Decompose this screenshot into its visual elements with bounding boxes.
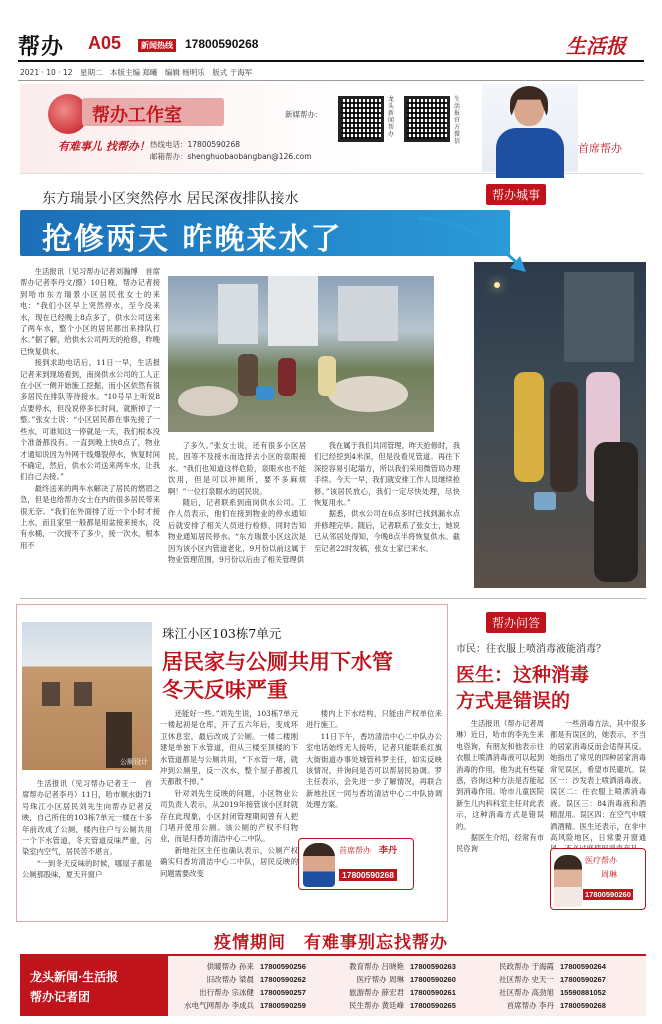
building — [564, 272, 634, 362]
contact-row — [174, 960, 644, 973]
rock — [178, 386, 238, 416]
contact-phone: 17800590265 — [410, 1001, 456, 1010]
paragraph: 随后，记者联系到南岗供水公司。工作人员表示，他们在接到物业的停水通知后就安排了相关人员进行检修，同时告知物业通知居民停水。“东方瑞景小区这次是因为该小区内管道老化，9月份以前这属于物业管理范围，9月份以后由了相关管理供 — [168, 498, 306, 565]
team-plate — [20, 956, 168, 1016]
article2-kicker: 珠江小区103栋7单元 — [162, 626, 282, 641]
brand-logo: 生活报 — [566, 34, 626, 58]
paragraph: 11日下午，香坊清洁中心二中队办公室电话始终无人接听，记者只能联系红旗大街街道办事处城管科罗主任，如实反映该情况，并询问是否可以帮居民协调。罗主任表示，会先进一步了解情况，再联合新地社区一同与香坊清洁中心二中队协调处理方案。 — [306, 731, 442, 810]
page-number: A05 — [88, 33, 122, 53]
editor-phone: 17800590260 — [585, 890, 631, 899]
contact-table — [174, 960, 644, 1012]
article3-col2 — [550, 718, 646, 842]
chief-editor-photo — [482, 84, 578, 172]
paragraph: 最终送来的两车水解决了居民的燃眉之急，但是也给帮办女士在内的很多居民带来很无奈。“我们在外面排了近一个小时才接上水，而且家里一般都是用盆接来接水，没有水桶，一次接不了多少，接一次水，根本用不 — [20, 483, 160, 550]
article1-col1 — [20, 266, 160, 588]
editor-label: 医疗帮办 — [585, 856, 617, 865]
article2-headline-line2: 冬天反味严重 — [162, 677, 288, 702]
resident — [550, 382, 578, 492]
section-name: 帮办 — [18, 34, 65, 60]
article3-tag: 帮办问答 — [486, 612, 546, 633]
contact-phone: 15590881052 — [560, 988, 606, 997]
article3-headline-line2: 方式是错误的 — [456, 690, 571, 712]
paragraph: “一到冬天反味的时候，哪屋子都是公厕那股味，夏天开窗户 — [22, 858, 152, 880]
resident — [594, 442, 638, 582]
editor-avatar — [554, 855, 582, 907]
hotline-text: 热线电话：17800590268 — [150, 140, 240, 149]
paragraph: 一些消毒方法，其中很多都是有误区的，她表示，不当的居家消毒反而会适得其反。她指出了常见的四种居家消毒常见误区，希望市民避坑。误区一：沙发表上喷洒消毒液。误区二：往衣服上喷洒消毒液。误区三：84消毒液和酒精混用。误区四：在空气中喷洒酒精。医生还表示，在非中高风险地区，日常要开窗通 — [550, 719, 646, 843]
follow-label: 新媒帮办： — [285, 110, 323, 119]
hotline-number: 17800590268 — [185, 37, 259, 51]
contact-role: 民政帮办 于海霞 — [499, 962, 554, 971]
team-name-1: 龙头新闻·生活报 — [30, 970, 119, 984]
editor-phone: 17800590268 — [339, 869, 397, 881]
paragraph: 生活报讯（见习帮办记者王一 首席帮办记者李丹）11日，哈市顺水街71号珠江小区居民刘先生向帮办记者反映，自己所住的103栋7单元一楼在十多年前改成了公厕，楼内住户与公厕共用一个下水管道，冬天管道反味严重，污染室内空气，居民苦不堪言。 — [22, 779, 152, 857]
contact-phone: 17800590268 — [560, 1001, 606, 1010]
contact-phone: 17800590264 — [560, 962, 606, 971]
qr-code-icon — [404, 96, 450, 142]
editor-avatar — [303, 843, 335, 887]
contact-role: 旧改帮办 梁晨 — [206, 975, 254, 984]
paragraph: 还能好一些。”刘先生说，103栋7单元一楼起初是仓库，开了五六年后，变成环卫休息室，最后改成了公厕。一楼二楼刚建是单独下水管道，但从三楼至顶楼的下水管道都是与公厕共用，“下水管一堵，就冲到公厕里，反一次水，整个屋子都被几天都散不掉。” — [160, 709, 298, 787]
contact-phone: 17800590259 — [260, 1001, 306, 1010]
contact-phone: 17800590256 — [260, 962, 306, 971]
qr-caption-1: 龙头新闻 帮办 — [388, 96, 395, 138]
contact-role: 社区帮办 高劲旭 — [499, 988, 554, 997]
repair-site-photo — [168, 276, 434, 432]
header-rule — [18, 60, 644, 62]
contact-role: 民生帮办 黄廷峰 — [349, 1001, 404, 1010]
editor-suit — [496, 128, 564, 178]
qr-code-icon — [338, 96, 384, 142]
editor-card — [298, 838, 414, 890]
contact-phone: 17800590260 — [410, 975, 456, 984]
editor-name: 李丹 — [379, 846, 398, 856]
bucket — [256, 386, 274, 400]
photo-caption: 公厕设计 — [120, 758, 148, 766]
meta-rule — [18, 80, 644, 81]
footer-box — [20, 954, 646, 1016]
building-photo — [22, 622, 152, 770]
paragraph: 生活报讯（见习帮办记者刘瀚博 首席帮办记者李丹文/摄）10日晚，帮办记者接到哈市东方瑞景小区居民张女士的来电：“我们小区早上突然停水，至今没来水，现在已经晚上8点多了，供水公司送来了两车水，整个小区的居民都出来排队打水。”据了解，给供水公司两天的抢修，昨晚已恢复供水。 — [20, 267, 160, 356]
slogan: 有难事儿 找帮办！ — [58, 140, 150, 153]
street-light — [494, 282, 500, 288]
contact-role: 医疗帮办 周琳 — [356, 975, 404, 984]
building — [268, 276, 318, 346]
paragraph: 生活报讯（帮办记者周琳）近日，哈市的李先生来电咨询，有朋友和他表示往衣服上喷洒消毒液可以起到消毒的作用，他为此有些疑惑，咨询这种方法是否能起到消毒作用。哈市儿童医院新生儿内科科室主任对此表示，这种消毒方式是错误的。 — [456, 719, 544, 831]
worker — [318, 356, 336, 396]
contact-phone: 17800590257 — [260, 988, 306, 997]
paragraph: 据医生介绍，经常有市民咨询 — [456, 833, 544, 854]
issue-meta: 2021 · 10 · 12 星期二 本版主编 郑曦 编辑 杨明乐 版式 于海军 — [20, 68, 253, 77]
hotline-label: 新闻热线 — [138, 39, 176, 52]
paragraph: 新地社区主任也确认表示，公厕产权确实归香坊清洁中心二中队，居民反映的问题需要改变 — [160, 845, 298, 878]
article1-col3 — [314, 440, 460, 588]
paragraph: 楼内上下水结构，只能由产权单位来进行施工。 — [306, 709, 442, 730]
window — [74, 682, 92, 706]
worker — [278, 358, 296, 396]
paragraph: 接到求助电话后，11日一早，生活报记者来到现场看到，南岗供水公司的工人正在小区一侧开始施工挖掘，而小区依然有很多居民在排队等待接水。“10号早上听说8点要停水，但没说停多长时间，就断掉了一整。”张女士说：“小区居民都在事先接了一些水，可谁知这一停就是一天，我们根本没个准备都没有。一直到晚上快8点了，物业才通知说因为外网干线爆裂停水，恢复时间不确定，然后，供水公司送来两车水，让我们自己去接。” — [20, 358, 160, 482]
studio-banner — [20, 84, 644, 174]
contact-role: 教育帮办 吕晓艳 — [349, 962, 404, 971]
footer-banner: 疫情期间 有难事别忘找帮办 — [214, 933, 448, 953]
article3-headline-line1: 医生：这种消毒 — [456, 664, 590, 686]
masthead — [0, 0, 662, 62]
studio-title: 帮办工作室 — [92, 105, 182, 126]
building — [338, 286, 398, 341]
building — [218, 284, 258, 344]
article2-col3 — [306, 708, 442, 834]
contact-role: 首席帮办 李丹 — [506, 1001, 554, 1010]
article3-col1 — [456, 718, 544, 918]
article1-headline: 抢修两天 昨晚来水了 — [42, 222, 343, 257]
team-name-2: 帮办记者团 — [30, 990, 91, 1004]
editor-label: 首席帮办 — [339, 846, 371, 855]
article3-kicker: 市民：往衣服上喷消毒液能消毒？ — [456, 644, 606, 655]
worker — [238, 354, 258, 396]
contact-role: 水电气网帮办 李成兵 — [184, 1001, 254, 1010]
section-divider — [20, 598, 646, 599]
contact-phone: 17800590262 — [260, 975, 306, 984]
editor-card — [550, 848, 646, 910]
contact-role: 旅游帮办 薛宏君 — [349, 988, 404, 997]
contact-role: 出行帮办 宗冰健 — [199, 988, 254, 997]
email-text: 邮箱帮办：shenghuobaobangban@126.com — [150, 152, 312, 161]
window — [42, 682, 60, 706]
paragraph: 我在属于我们共同管理。昨天抢修时，我们已经挖到4米深，但是没看见管道。再往下深挖容易引起塌方，所以我们采用微管局办理手续。今天一早，我们就安排工作人员继续抢修。”该居民放心，我们一定尽快处理，尽快恢复用水。” — [314, 441, 460, 508]
contact-phone: 17800590261 — [410, 988, 456, 997]
article1-tag: 帮办城事 — [486, 184, 546, 205]
paragraph: 了多久。”张女士说，还有很多小区居民，因等不及接水而选择去小区的泉眼接水。“我们也知道这样危险，泉眼水也不能饮用，但是可以冲厕所，要不多麻烦啊！”一位打泉眼水的居民说。 — [168, 441, 306, 496]
contact-role: 供暖帮办 孙来 — [206, 962, 254, 971]
contact-row — [174, 986, 644, 999]
article1-kicker: 东方瑞景小区突然停水 居民深夜排队接水 — [42, 191, 299, 207]
contact-row — [174, 973, 644, 986]
rock — [328, 376, 408, 412]
water-bucket — [534, 492, 556, 510]
contact-row — [174, 999, 644, 1012]
contact-role: 社区帮办 史天一 — [499, 975, 554, 984]
arrow-icon — [414, 210, 534, 276]
paragraph: 据悉，供水公司在6点多时已找到漏水点并修理完毕。随后，记者联系了张女士，她说已从邻居处得知，今晚8点半将恢复供水。截至记者22时发稿，张女士家已来水。 — [314, 509, 460, 553]
paragraph: 针对刘先生反映的问题，小区物业公司负责人表示，从2019年接管该小区时就存在此现象，小区封闭管理期间曾有人把门堵开使用公厕。该公厕的产权不归物业，而是归香坊清洁中心二中队。 — [160, 788, 298, 844]
editor-name: 周琳 — [601, 870, 617, 879]
article1-col2 — [168, 440, 306, 588]
contact-phone: 17800590267 — [560, 975, 606, 984]
qr-caption-2: 生活报官方微信 — [454, 96, 461, 145]
contact-phone: 17800590263 — [410, 962, 456, 971]
article2-headline-line1: 居民家与公厕共用下水管 — [162, 649, 393, 674]
night-queue-photo — [474, 262, 646, 588]
article2-col1 — [22, 778, 152, 918]
resident — [514, 372, 544, 482]
article2-col2 — [160, 708, 298, 918]
chief-label: 首席帮办 — [578, 142, 622, 155]
